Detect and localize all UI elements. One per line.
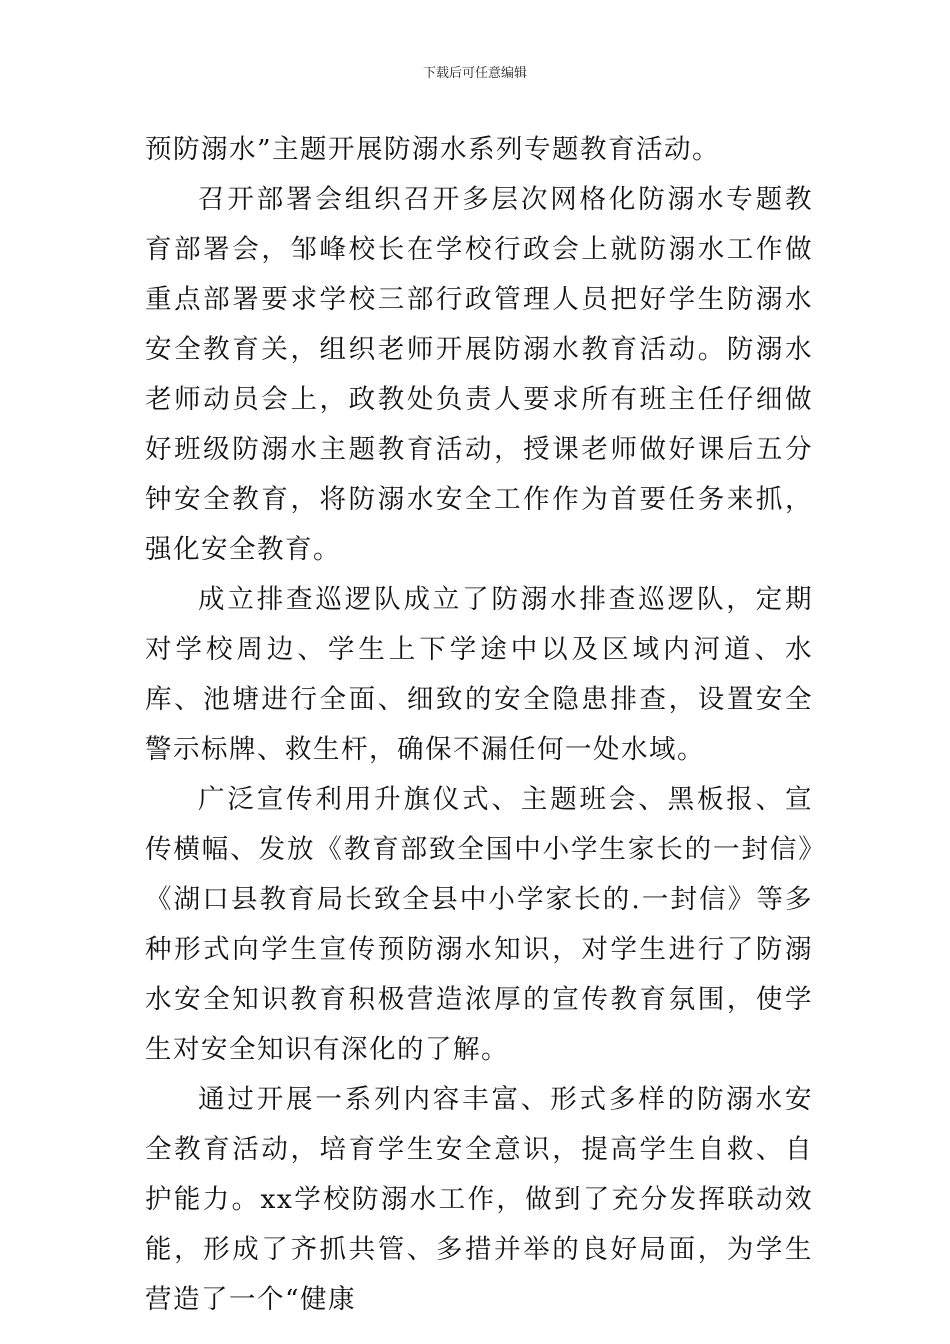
paragraph-publicity: 广泛宣传利用升旗仪式、主题班会、黑板报、宣传横幅、发放《教育部致全国中小学生家长的一封信》《湖口县教育局长致全县中小学家长的.一封信》等多种形式向学生宣传预防溺水知识，对学生进行了防溺水安全知识教育积极营造浓厚的宣传教育氛围，使学生对安全知识有深化的了解。: [145, 784, 813, 1065]
paragraph-deployment-meeting: 召开部署会组织召开多层次网格化防溺水专题教育部署会，邹峰校长在学校行政会上就防溺水工作做重点部署要求学校三部行政管理人员把好学生防溺水安全教育关，组织老师开展防溺水教育活动。防溺水老师动员会上，政教处负责人要求所有班主任仔细做好班级防溺水主题教育活动，授课老师做好课后五分钟安全教育，将防溺水安全工作作为首要任务来抓，强化安全教育。: [145, 184, 813, 565]
paragraph-summary: 通过开展一系列内容丰富、形式多样的防溺水安全教育活动，培育学生安全意识，提高学生自救、自护能力。xx学校防溺水工作，做到了充分发挥联动效能，形成了齐抓共管、多措并举的良好局面，为学生营造了一个“健康: [145, 1084, 813, 1315]
paragraph-patrol-team: 成立排查巡逻队成立了防溺水排查巡逻队，定期对学校周边、学生上下学途中以及区域内河道、水库、池塘进行全面、细致的安全隐患排查，设置安全警示标牌、救生杆，确保不漏任何一处水域。: [145, 584, 813, 765]
paragraph-continuation: 预防溺水”主题开展防溺水系列专题教育活动。: [145, 134, 721, 165]
page-header: 下载后可任意编辑: [422, 66, 527, 81]
document-body: [145, 125, 813, 1325]
